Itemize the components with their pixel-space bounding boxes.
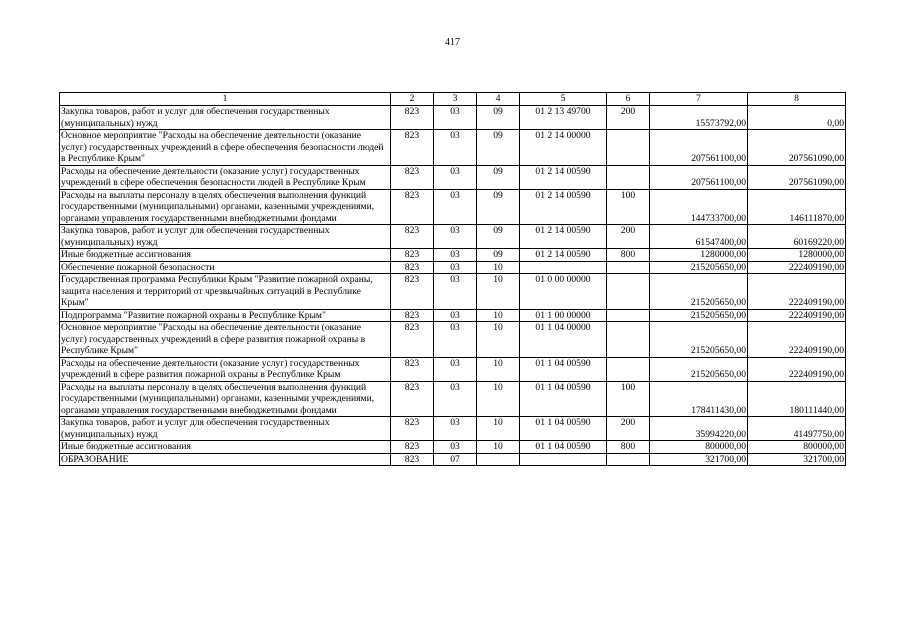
target-article-code: 01 2 14 00590 — [520, 165, 607, 189]
ministry-code: 823 — [391, 453, 434, 466]
row-name: Закупка товаров, работ и услуг для обеспечения государственных (муниципальных) нужд — [60, 225, 391, 249]
amount-year-1: 215205650,00 — [650, 274, 748, 310]
expense-type-code: 200 — [607, 106, 650, 130]
amount-year-2: 800000,00 — [748, 441, 846, 454]
amount-year-2: 222409190,00 — [748, 309, 846, 322]
section-code: 03 — [434, 357, 477, 381]
subsection-code: 09 — [477, 106, 520, 130]
section-code: 03 — [434, 189, 477, 225]
expense-type-code: 100 — [607, 381, 650, 417]
ministry-code: 823 — [391, 249, 434, 262]
subsection-code: 10 — [477, 309, 520, 322]
amount-year-1: 800000,00 — [650, 441, 748, 454]
amount-year-2: 222409190,00 — [748, 274, 846, 310]
amount-year-2: 222409190,00 — [748, 357, 846, 381]
ministry-code: 823 — [391, 357, 434, 381]
row-name: Иные бюджетные ассигнования — [60, 249, 391, 262]
header-cell: 1 — [60, 93, 391, 106]
subsection-code — [477, 453, 520, 466]
ministry-code: 823 — [391, 274, 434, 310]
amount-year-1: 15573792,00 — [650, 106, 748, 130]
ministry-code: 823 — [391, 189, 434, 225]
row-name: Закупка товаров, работ и услуг для обеспечения государственных (муниципальных) нужд — [60, 106, 391, 130]
subsection-code: 09 — [477, 130, 520, 166]
table-row — [60, 130, 846, 166]
target-article-code: 01 2 14 00590 — [520, 249, 607, 262]
subsection-code: 09 — [477, 189, 520, 225]
target-article-code: 01 2 14 00590 — [520, 189, 607, 225]
amount-year-1: 1280000,00 — [650, 249, 748, 262]
row-name: Иные бюджетные ассигнования — [60, 441, 391, 454]
amount-year-2: 222409190,00 — [748, 322, 846, 358]
target-article-code: 01 1 04 00590 — [520, 381, 607, 417]
table-row — [60, 189, 846, 225]
subsection-code: 09 — [477, 165, 520, 189]
target-article-code: 01 1 04 00590 — [520, 441, 607, 454]
table-row — [60, 357, 846, 381]
expense-type-code — [607, 261, 650, 274]
expense-type-code — [607, 322, 650, 358]
target-article-code: 01 2 13 49700 — [520, 106, 607, 130]
section-code: 03 — [434, 130, 477, 166]
table-row — [60, 225, 846, 249]
table-row — [60, 249, 846, 262]
table-row — [60, 309, 846, 322]
amount-year-1: 215205650,00 — [650, 322, 748, 358]
amount-year-1: 207561100,00 — [650, 130, 748, 166]
subsection-code: 09 — [477, 249, 520, 262]
row-name: Основное мероприятие "Расходы на обеспечение деятельности (оказание услуг) государственных учреждений в сфере развития пожарной охраны в Республике Крым" — [60, 322, 391, 358]
amount-year-2: 0,00 — [748, 106, 846, 130]
subsection-code: 10 — [477, 357, 520, 381]
ministry-code: 823 — [391, 261, 434, 274]
ministry-code: 823 — [391, 322, 434, 358]
section-code: 03 — [434, 106, 477, 130]
header-cell: 3 — [434, 93, 477, 106]
table-row — [60, 274, 846, 310]
table-row — [60, 106, 846, 130]
subsection-code: 09 — [477, 225, 520, 249]
table-row — [60, 441, 846, 454]
ministry-code: 823 — [391, 130, 434, 166]
amount-year-2: 207561090,00 — [748, 130, 846, 166]
table-row — [60, 322, 846, 358]
expense-type-code — [607, 453, 650, 466]
section-code: 03 — [434, 165, 477, 189]
amount-year-2: 60169220,00 — [748, 225, 846, 249]
amount-year-1: 178411430,00 — [650, 381, 748, 417]
ministry-code: 823 — [391, 441, 434, 454]
section-code: 03 — [434, 381, 477, 417]
amount-year-2: 321700,00 — [748, 453, 846, 466]
row-name: ОБРАЗОВАНИЕ — [60, 453, 391, 466]
header-cell: 8 — [748, 93, 846, 106]
subsection-code: 10 — [477, 322, 520, 358]
amount-year-2: 222409190,00 — [748, 261, 846, 274]
expense-type-code: 200 — [607, 225, 650, 249]
amount-year-1: 215205650,00 — [650, 357, 748, 381]
expense-type-code — [607, 165, 650, 189]
expense-type-code: 800 — [607, 249, 650, 262]
expense-type-code — [607, 130, 650, 166]
subsection-code: 10 — [477, 381, 520, 417]
target-article-code: 01 2 14 00000 — [520, 130, 607, 166]
amount-year-2: 207561090,00 — [748, 165, 846, 189]
subsection-code: 10 — [477, 441, 520, 454]
ministry-code: 823 — [391, 309, 434, 322]
ministry-code: 823 — [391, 225, 434, 249]
budget-table — [59, 92, 846, 466]
expense-type-code — [607, 274, 650, 310]
row-name: Подпрограмма "Развитие пожарной охраны в Республике Крым" — [60, 309, 391, 322]
row-name: Расходы на обеспечение деятельности (оказание услуг) государственных учреждений в сфере обеспечения безопасности людей в Республике Крым — [60, 165, 391, 189]
ministry-code: 823 — [391, 417, 434, 441]
section-code: 03 — [434, 249, 477, 262]
section-code: 03 — [434, 309, 477, 322]
ministry-code: 823 — [391, 381, 434, 417]
table-row — [60, 165, 846, 189]
target-article-code: 01 2 14 00590 — [520, 225, 607, 249]
amount-year-2: 146111870,00 — [748, 189, 846, 225]
ministry-code: 823 — [391, 106, 434, 130]
target-article-code: 01 0 00 00000 — [520, 274, 607, 310]
section-code: 03 — [434, 225, 477, 249]
row-name: Основное мероприятие "Расходы на обеспечение деятельности (оказание услуг) государственных учреждений в сфере обеспечения безопасности людей в Республике Крым" — [60, 130, 391, 166]
amount-year-1: 207561100,00 — [650, 165, 748, 189]
header-cell: 5 — [520, 93, 607, 106]
section-code: 03 — [434, 261, 477, 274]
section-code: 07 — [434, 453, 477, 466]
subsection-code: 10 — [477, 261, 520, 274]
header-cell: 7 — [650, 93, 748, 106]
page-number: 417 — [445, 37, 460, 48]
target-article-code — [520, 453, 607, 466]
header-cell: 2 — [391, 93, 434, 106]
expense-type-code — [607, 309, 650, 322]
expense-type-code: 200 — [607, 417, 650, 441]
table-row — [60, 261, 846, 274]
row-name: Обеспечение пожарной безопасности — [60, 261, 391, 274]
table-row — [60, 417, 846, 441]
section-code: 03 — [434, 322, 477, 358]
row-name: Расходы на выплаты персоналу в целях обеспечения выполнения функций государственными (муниципальными) органами, казенными учреждениями, органами управления государственными внебюджетными фондами — [60, 381, 391, 417]
amount-year-2: 1280000,00 — [748, 249, 846, 262]
section-code: 03 — [434, 417, 477, 441]
section-code: 03 — [434, 441, 477, 454]
row-name: Закупка товаров, работ и услуг для обеспечения государственных (муниципальных) нужд — [60, 417, 391, 441]
row-name: Расходы на обеспечение деятельности (оказание услуг) государственных учреждений в сфере развития пожарной охраны в Республике Крым — [60, 357, 391, 381]
amount-year-2: 41497750,00 — [748, 417, 846, 441]
header-cell: 6 — [607, 93, 650, 106]
amount-year-1: 144733700,00 — [650, 189, 748, 225]
section-code: 03 — [434, 274, 477, 310]
expense-type-code: 800 — [607, 441, 650, 454]
subsection-code: 10 — [477, 417, 520, 441]
target-article-code: 01 1 04 00590 — [520, 417, 607, 441]
header-cell: 4 — [477, 93, 520, 106]
row-name: Государственная программа Республики Крым "Развитие пожарной охраны, защита населения и территорий от чрезвычайных ситуаций в Республике Крым" — [60, 274, 391, 310]
amount-year-1: 321700,00 — [650, 453, 748, 466]
row-name: Расходы на выплаты персоналу в целях обеспечения выполнения функций государственными (муниципальными) органами, казенными учреждениями, органами управления государственными внебюджетными фондами — [60, 189, 391, 225]
ministry-code: 823 — [391, 165, 434, 189]
subsection-code: 10 — [477, 274, 520, 310]
amount-year-1: 215205650,00 — [650, 261, 748, 274]
amount-year-1: 35994220,00 — [650, 417, 748, 441]
amount-year-2: 180111440,00 — [748, 381, 846, 417]
target-article-code: 01 1 00 00000 — [520, 309, 607, 322]
header-row — [60, 93, 846, 106]
amount-year-1: 61547400,00 — [650, 225, 748, 249]
amount-year-1: 215205650,00 — [650, 309, 748, 322]
target-article-code: 01 1 04 00590 — [520, 357, 607, 381]
expense-type-code: 100 — [607, 189, 650, 225]
table-row — [60, 381, 846, 417]
target-article-code — [520, 261, 607, 274]
table-row — [60, 453, 846, 466]
expense-type-code — [607, 357, 650, 381]
target-article-code: 01 1 04 00000 — [520, 322, 607, 358]
